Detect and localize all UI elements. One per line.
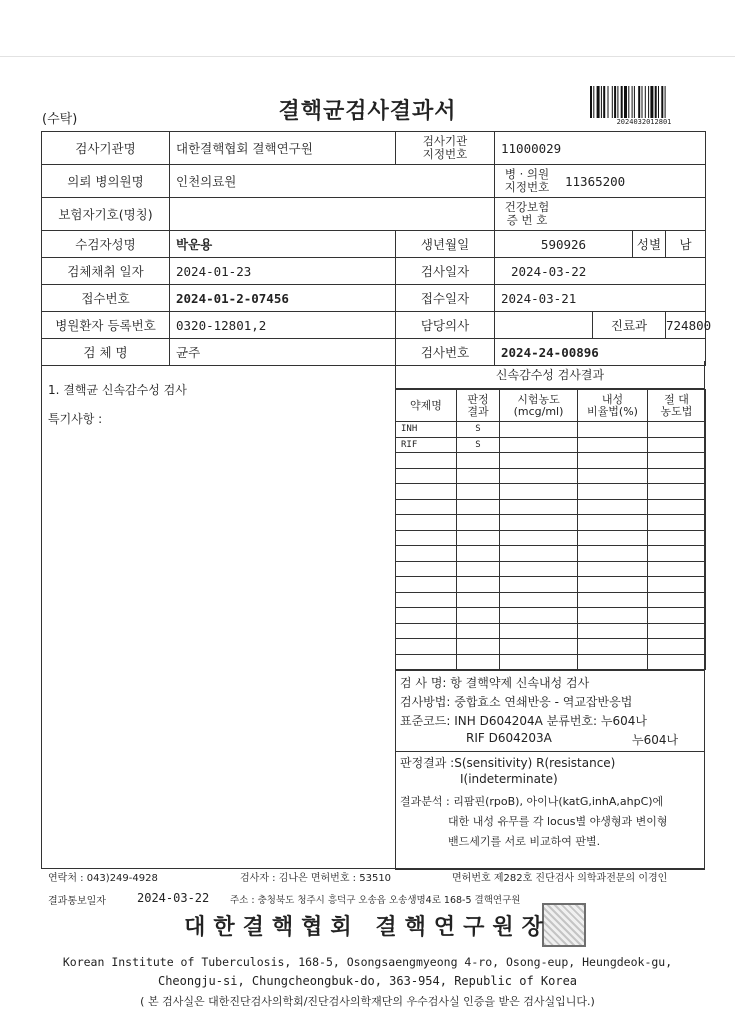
dst-empty-cell xyxy=(396,499,457,515)
hospital-value: 인천의료원 xyxy=(170,165,495,198)
dst-empty-cell xyxy=(648,577,706,593)
dst-empty-cell xyxy=(578,623,648,639)
dst-title: 신속감수성 검사결과 xyxy=(395,361,705,389)
table-row xyxy=(42,198,706,231)
barcode-bar xyxy=(634,86,635,118)
dst-empty-cell xyxy=(457,453,500,469)
dst-empty-cell xyxy=(578,437,648,453)
dst-empty-cell xyxy=(578,515,648,531)
dst-empty-cell xyxy=(457,546,500,562)
dst-empty-cell xyxy=(500,468,578,484)
notify-date: 2024-03-22 xyxy=(137,891,210,905)
interp-line: I(indeterminate) xyxy=(460,772,558,786)
result-left-pane xyxy=(41,361,395,869)
dst-res-header xyxy=(578,390,648,422)
barcode-bar xyxy=(608,86,609,118)
reg-no-label: 병원환자 등록번호 xyxy=(42,312,170,339)
dst-empty-cell xyxy=(578,654,648,670)
method-line: 검 사 명: 항 결핵약제 신속내성 검사 xyxy=(400,676,590,690)
barcode-bar xyxy=(645,86,646,118)
dst-empty-cell xyxy=(457,499,500,515)
dst-row xyxy=(396,577,706,593)
dst-empty-cell xyxy=(578,484,648,500)
remarks-label: 특기사항 : xyxy=(48,412,103,426)
barcode-bar xyxy=(593,86,594,118)
dst-empty-cell xyxy=(396,468,457,484)
dst-judge-header-1: 판정 xyxy=(467,392,489,406)
dst-empty-cell xyxy=(648,422,706,438)
dst-row xyxy=(396,484,706,500)
dst-conc-header xyxy=(500,390,578,422)
dst-row xyxy=(396,515,706,531)
dst-empty-cell xyxy=(500,422,578,438)
insurance-card-cell xyxy=(495,198,706,231)
test-no-value: 2024-24-00896 xyxy=(495,339,706,366)
hospital-label: 의뢰 병의원명 xyxy=(42,165,170,198)
notify-label: 결과통보일자 xyxy=(48,896,106,907)
barcode-bar xyxy=(612,86,613,118)
dst-empty-cell xyxy=(578,499,648,515)
dst-empty-cell xyxy=(396,515,457,531)
dst-empty-cell xyxy=(396,561,457,577)
dst-empty-cell xyxy=(648,484,706,500)
dst-empty-cell xyxy=(648,592,706,608)
dst-empty-cell xyxy=(500,515,578,531)
dst-empty-cell xyxy=(396,484,457,500)
dst-empty-cell xyxy=(500,561,578,577)
barcode-bar xyxy=(648,86,649,118)
table-row xyxy=(42,132,706,165)
dst-empty-cell xyxy=(457,515,500,531)
barcode-bar xyxy=(661,86,663,118)
dst-row xyxy=(396,530,706,546)
dst-table xyxy=(395,389,706,670)
dob-label: 생년월일 xyxy=(396,231,495,258)
dst-row xyxy=(396,437,706,453)
dst-empty-cell xyxy=(648,654,706,670)
copy-label: (수탁) xyxy=(42,112,78,127)
table-row xyxy=(42,165,706,198)
dst-conc-header-1: 시험농도 xyxy=(517,392,560,406)
test-no-label: 검사번호 xyxy=(396,339,495,366)
barcode-bar xyxy=(658,86,659,118)
test-date-label: 검사일자 xyxy=(396,258,495,285)
dst-empty-cell xyxy=(648,437,706,453)
barcode-bar xyxy=(601,86,602,118)
interpretation-box xyxy=(395,752,705,870)
dst-empty-cell xyxy=(648,561,706,577)
dst-empty-cell xyxy=(648,608,706,624)
dst-empty-cell xyxy=(396,654,457,670)
hospital-id-label-line1: 병 · 의원 xyxy=(504,167,550,181)
dst-empty-cell xyxy=(578,468,648,484)
dst-result-cell: S xyxy=(457,422,500,438)
dst-empty-cell xyxy=(457,623,500,639)
barcode-bar xyxy=(624,86,627,118)
dst-empty-cell xyxy=(396,639,457,655)
barcode-bar xyxy=(655,86,657,118)
table-row xyxy=(42,285,706,312)
dst-empty-cell xyxy=(500,623,578,639)
doctor-label: 담당의사 xyxy=(396,312,495,339)
receipt-no-value: 2024-01-2-07456 xyxy=(170,285,396,312)
dst-empty-cell xyxy=(396,546,457,562)
dst-empty-cell xyxy=(648,546,706,562)
dst-empty-cell xyxy=(648,515,706,531)
dst-empty-cell xyxy=(578,577,648,593)
insurance-card-label-line1: 건강보험 xyxy=(504,200,550,214)
dst-empty-cell xyxy=(396,608,457,624)
dst-abs-header-1: 절 대 xyxy=(664,392,689,406)
dst-empty-cell xyxy=(648,530,706,546)
dst-empty-cell xyxy=(457,530,500,546)
dst-empty-cell xyxy=(648,468,706,484)
collect-date-label: 검체채취 일자 xyxy=(42,258,170,285)
dst-empty-cell xyxy=(500,654,578,670)
patient-info-table xyxy=(41,131,712,366)
director-info: 면허번호 제282호 진단검사 의학과전문의 이경인 xyxy=(452,873,668,884)
dst-empty-cell xyxy=(457,561,500,577)
dst-empty-cell xyxy=(578,530,648,546)
org-address-en-1: Korean Institute of Tuberculosis, 168-5, Osongsaengmyeong 4-ro, Osong-eup, Heungdeok-gu, xyxy=(62,955,673,969)
dst-empty-cell xyxy=(648,453,706,469)
dst-abs-header xyxy=(648,390,706,422)
table-row xyxy=(42,312,706,339)
dst-empty-cell xyxy=(500,592,578,608)
insurer-label: 보험자기호(명칭) xyxy=(42,198,170,231)
dst-empty-cell xyxy=(396,530,457,546)
dst-conc-header-2: (mcg/ml) xyxy=(513,404,564,418)
method-line: 표준코드: INH D604204A 분류번호: 누604나 xyxy=(400,714,647,728)
barcode-bar xyxy=(650,86,653,118)
agency-id-label-line1: 검사기관 xyxy=(422,134,468,148)
insurer-value xyxy=(170,198,495,231)
barcode-bar xyxy=(603,86,605,118)
dst-body xyxy=(396,422,706,670)
hospital-id-label-line2: 지정번호 xyxy=(504,180,550,194)
dst-empty-cell xyxy=(457,654,500,670)
dst-empty-cell xyxy=(578,561,648,577)
doctor-value xyxy=(495,312,593,339)
agency-value: 대한결핵협회 결핵연구원 xyxy=(170,132,396,165)
dst-row xyxy=(396,422,706,438)
dst-empty-cell xyxy=(500,608,578,624)
dst-row xyxy=(396,608,706,624)
dst-empty-cell xyxy=(396,623,457,639)
dst-row xyxy=(396,639,706,655)
dst-empty-cell xyxy=(457,577,500,593)
dst-empty-cell xyxy=(578,453,648,469)
dst-empty-cell xyxy=(500,577,578,593)
dst-judge-header xyxy=(457,390,500,422)
dst-empty-cell xyxy=(500,499,578,515)
page-top-border xyxy=(0,56,735,57)
barcode-number: 2024032012801 xyxy=(616,118,672,126)
barcode-bar xyxy=(617,86,618,118)
barcode-bar xyxy=(642,86,643,118)
receipt-no-label: 접수번호 xyxy=(42,285,170,312)
barcode-bar xyxy=(628,86,629,118)
reg-no-value: 0320-12801,2 xyxy=(170,312,396,339)
dst-result-cell: S xyxy=(457,437,500,453)
interp-line: 결과분석 : 리팜핀(rpoB), 아이나(katG,inhA,ahpC)에 xyxy=(400,795,664,808)
dst-empty-cell xyxy=(396,592,457,608)
dst-row xyxy=(396,453,706,469)
dst-row xyxy=(396,561,706,577)
dst-header-row xyxy=(396,390,706,422)
dst-empty-cell xyxy=(648,499,706,515)
agency-id-label xyxy=(396,132,495,165)
patient-name: 박운용 xyxy=(170,231,396,258)
specimen-value: 균주 xyxy=(170,339,396,366)
dst-empty-cell xyxy=(500,546,578,562)
dst-empty-cell xyxy=(500,484,578,500)
method-line: 검사방법: 중합효소 연쇄반응 - 역교잡반응법 xyxy=(400,695,633,709)
interp-line: 대한 내성 유무를 각 locus별 야생형과 변이형 xyxy=(448,815,668,828)
agency-label: 검사기관명 xyxy=(42,132,170,165)
interp-line: 밴드세기를 서로 비교하여 판별. xyxy=(448,835,601,848)
document-title: 결핵균검사결과서 xyxy=(278,98,457,124)
dst-drug-cell: INH xyxy=(396,422,457,438)
barcode-bar xyxy=(621,86,623,118)
dst-row xyxy=(396,546,706,562)
barcode-bar xyxy=(665,86,666,118)
barcode-icon xyxy=(590,86,698,118)
dob-value: 590926 xyxy=(495,231,633,258)
dst-empty-cell xyxy=(457,592,500,608)
address: 주소 : 충청북도 청주시 흥덕구 오송읍 오송생명4로 168-5 결핵연구원 xyxy=(230,895,521,906)
barcode-bar xyxy=(632,86,633,118)
test-date-value: 2024-03-22 xyxy=(495,258,706,285)
dst-empty-cell xyxy=(457,484,500,500)
dst-drug-cell: RIF xyxy=(396,437,457,453)
collect-date-value: 2024-01-23 xyxy=(170,258,396,285)
dst-empty-cell xyxy=(457,608,500,624)
dst-empty-cell xyxy=(578,422,648,438)
sex-label: 성별 xyxy=(633,231,666,258)
dst-empty-cell xyxy=(578,608,648,624)
dst-empty-cell xyxy=(500,639,578,655)
dst-judge-header-2: 결과 xyxy=(467,404,489,418)
insurance-card-label-line2: 증 번 호 xyxy=(506,213,548,227)
contact-info: 연락처 : 043)249-4928 xyxy=(48,873,158,884)
receipt-date-value: 2024-03-21 xyxy=(495,285,706,312)
dept-label: 진료과 xyxy=(593,312,666,339)
dst-row xyxy=(396,468,706,484)
dst-empty-cell xyxy=(500,453,578,469)
dst-empty-cell xyxy=(578,546,648,562)
organization-name: 대한결핵협회 결핵연구원장 xyxy=(184,914,551,940)
hospital-id-value: 11365200 xyxy=(565,173,626,189)
dst-empty-cell xyxy=(578,639,648,655)
interp-line: 판정결과 :S(sensitivity) R(resistance) xyxy=(400,756,616,770)
table-row xyxy=(42,258,706,285)
dst-empty-cell xyxy=(457,468,500,484)
dst-empty-cell xyxy=(500,530,578,546)
tester-info: 검사자 : 김나은 면허번호 : 53510 xyxy=(240,873,392,884)
hospital-id-cell xyxy=(495,165,706,198)
barcode-bar xyxy=(614,86,616,118)
dst-row xyxy=(396,623,706,639)
sex-value: 남 xyxy=(666,231,706,258)
dst-empty-cell xyxy=(578,592,648,608)
dst-drug-header: 약제명 xyxy=(396,390,457,422)
dst-row xyxy=(396,499,706,515)
dst-empty-cell xyxy=(648,639,706,655)
dst-res-header-1: 내성 xyxy=(601,392,624,406)
dst-empty-cell xyxy=(457,639,500,655)
method-line: RIF D604203A xyxy=(466,731,552,745)
barcode-bar xyxy=(638,86,640,118)
dst-empty-cell xyxy=(396,453,457,469)
dst-empty-cell xyxy=(396,577,457,593)
method-box xyxy=(395,670,705,752)
dst-row xyxy=(396,654,706,670)
dept-value: 724800 xyxy=(666,312,706,339)
org-address-en-2: Cheongju-si, Chungcheongbuk-do, 363-954, Republic of Korea xyxy=(157,974,578,988)
dst-empty-cell xyxy=(648,623,706,639)
agency-id-value: 11000029 xyxy=(495,132,706,165)
test-item: 1. 결핵균 신속감수성 검사 xyxy=(48,383,187,397)
table-row xyxy=(42,231,706,258)
barcode-bar xyxy=(590,86,592,118)
certification-note: ( 본 검사실은 대한진단검사의학회/진단검사의학재단의 우수검사실 인증을 받은 검사실입니다.) xyxy=(140,995,595,1008)
dst-res-header-2: 비율법(%) xyxy=(587,404,638,418)
agency-id-label-line2: 지정번호 xyxy=(422,147,468,161)
dst-empty-cell xyxy=(500,437,578,453)
method-line: 누604나 xyxy=(632,733,679,747)
receipt-date-label: 접수일자 xyxy=(396,285,495,312)
specimen-label: 검 체 명 xyxy=(42,339,170,366)
dst-abs-header-2: 농도법 xyxy=(660,404,693,418)
barcode-bar xyxy=(597,86,600,118)
dst-row xyxy=(396,592,706,608)
patient-label: 수검자성명 xyxy=(42,231,170,258)
